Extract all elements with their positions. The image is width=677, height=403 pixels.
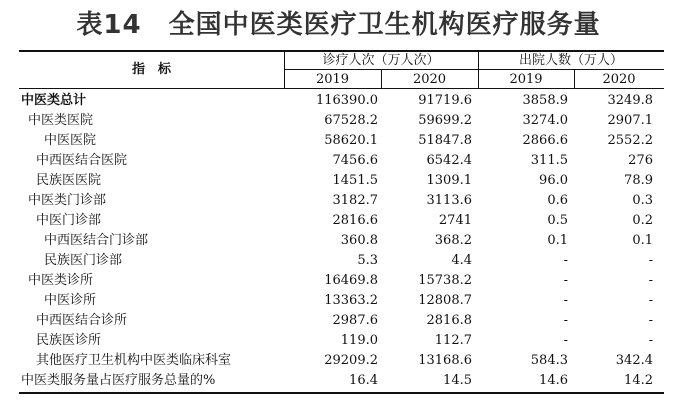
visits-2020: 6542.4 — [426, 153, 472, 168]
top-rule — [19, 50, 664, 52]
discharges-2019: 2866.6 — [522, 133, 568, 148]
discharges-2020: - — [648, 293, 653, 308]
discharges-2019: 96.0 — [539, 173, 568, 188]
visits-2019: 16469.8 — [324, 273, 378, 288]
discharges-2019: 311.5 — [530, 153, 568, 168]
row-label: 中医类医院 — [28, 113, 94, 128]
discharges-2020: 78.9 — [624, 173, 653, 188]
visits-2019: 1451.5 — [332, 173, 378, 188]
discharges-2020: 0.3 — [632, 193, 653, 208]
discharges-2019: 584.3 — [530, 353, 568, 368]
visits-2020: 13168.6 — [418, 353, 472, 368]
row-label: 民族医诊所 — [36, 333, 102, 348]
discharges-2019: - — [563, 253, 568, 268]
discharges-2020: 14.2 — [624, 373, 653, 388]
row-label: 民族医医院 — [36, 173, 102, 188]
visits-2019: 3182.7 — [332, 193, 378, 208]
discharges-2019: 0.5 — [547, 213, 568, 228]
row-label: 其他医疗卫生机构中医类临床科室 — [36, 353, 232, 368]
row-label: 中医医院 — [44, 133, 97, 148]
discharges-2019: 0.1 — [547, 233, 568, 248]
discharges-2019: - — [563, 273, 568, 288]
visits-2020: 4.4 — [451, 253, 472, 268]
indicator-header: 指 标 — [131, 62, 171, 77]
discharges-2020: 276 — [628, 153, 653, 168]
header-bottom-rule — [19, 88, 664, 89]
visits-2019: 2816.6 — [332, 213, 378, 228]
year-header: 2020 — [602, 72, 636, 87]
row-label: 中医类总计 — [21, 93, 87, 108]
table-title: 表14 全国中医类医疗卫生机构医疗服务量 — [76, 10, 601, 40]
discharges-2019: 0.6 — [547, 193, 568, 208]
year-header: 2019 — [509, 72, 543, 87]
discharges-2020: 2907.1 — [607, 113, 653, 128]
row-label: 中西医结合医院 — [36, 153, 128, 168]
visits-2019: 67528.2 — [324, 113, 378, 128]
visits-2019: 2987.6 — [332, 313, 378, 328]
row-label: 中医类服务量占医疗服务总量的% — [21, 373, 216, 388]
visits-2020: 2816.8 — [426, 313, 472, 328]
visits-2019: 29209.2 — [324, 353, 378, 368]
row-label: 中医诊所 — [44, 293, 97, 308]
visits-2020: 368.2 — [434, 233, 472, 248]
discharges-2020: - — [648, 273, 653, 288]
visits-2020: 1309.1 — [426, 173, 472, 188]
visits-2020: 12808.7 — [418, 293, 472, 308]
visits-2020: 59699.2 — [418, 113, 472, 128]
header-group-divider — [284, 69, 664, 70]
visits-2020: 2741 — [438, 213, 472, 228]
row-label: 中西医结合门诊部 — [44, 233, 149, 248]
discharges-2019: - — [563, 293, 568, 308]
discharges-2020: 2552.2 — [607, 133, 653, 148]
discharges-2020: 0.2 — [632, 213, 653, 228]
visits-2020: 14.5 — [443, 373, 472, 388]
visits-2019: 360.8 — [340, 233, 378, 248]
discharges-2020: 0.1 — [632, 233, 653, 248]
visits-2019: 119.0 — [340, 333, 378, 348]
row-label: 中西医结合诊所 — [36, 313, 128, 328]
visits-2020: 51847.8 — [418, 133, 472, 148]
visits-2020: 112.7 — [434, 333, 472, 348]
discharges-2019: 3858.9 — [522, 93, 568, 108]
row-label: 中医门诊部 — [36, 213, 102, 228]
discharges-2020: 342.4 — [615, 353, 653, 368]
visits-2019: 7456.6 — [332, 153, 378, 168]
discharges-2019: 14.6 — [539, 373, 568, 388]
row-label: 中医类诊所 — [28, 273, 94, 288]
discharges-2019: - — [563, 333, 568, 348]
discharges-group-header: 出院人数（万人） — [518, 53, 623, 68]
bottom-rule — [19, 392, 664, 394]
year-header: 2019 — [315, 72, 350, 87]
visits-2020: 91719.6 — [418, 93, 472, 108]
discharges-2019: - — [563, 313, 568, 328]
discharges-2019: 3274.0 — [522, 113, 568, 128]
visits-2019: 13363.2 — [324, 293, 378, 308]
visits-group-header: 诊疗人次（万人次） — [322, 53, 440, 68]
visits-2020: 3113.6 — [426, 193, 472, 208]
visits-2019: 116390.0 — [315, 93, 378, 108]
row-label: 中医类门诊部 — [28, 193, 107, 208]
row-label: 民族医门诊部 — [44, 253, 123, 268]
discharges-2020: - — [648, 333, 653, 348]
discharges-2020: 3249.8 — [607, 93, 653, 108]
visits-2019: 58620.1 — [324, 133, 378, 148]
visits-2019: 5.3 — [357, 253, 378, 268]
discharges-2020: - — [648, 313, 653, 328]
visits-2020: 15738.2 — [418, 273, 472, 288]
year-header: 2020 — [412, 72, 447, 87]
discharges-2020: - — [648, 253, 653, 268]
visits-2019: 16.4 — [349, 373, 378, 388]
